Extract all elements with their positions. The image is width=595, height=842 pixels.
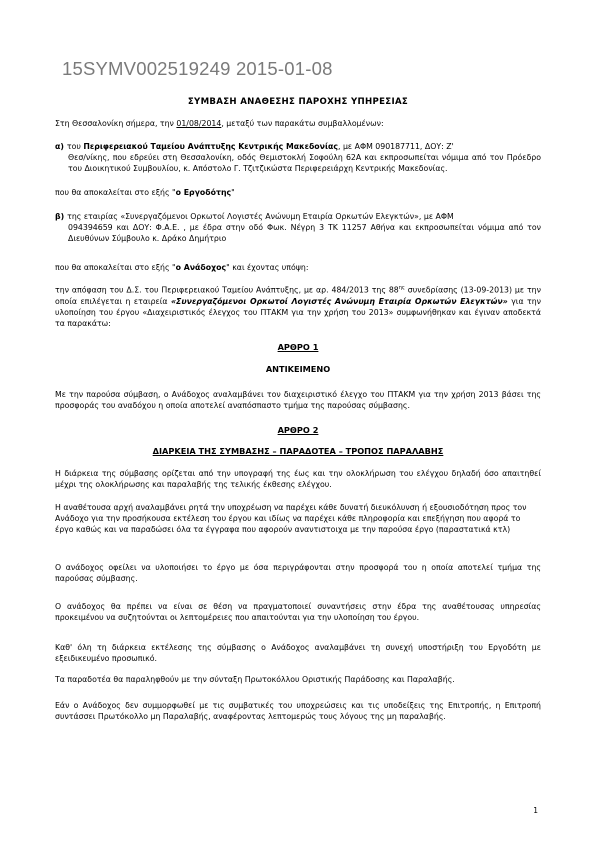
- party-a-pre: του: [66, 142, 84, 151]
- called-b-line: [55, 262, 541, 273]
- session-suffix: ης: [398, 285, 405, 291]
- party-b-line1: της εταιρίας «Συνεργαζόμενοι Ορκωτοί Λογιστές Ανώνυμη Εταιρία Ορκωτών Ελεγκτών», με ΑΦΜ: [67, 212, 454, 221]
- article-2-paragraph: Ο ανάδοχος θα πρέπει να είναι σε θέση να πραγματοποιεί συναντήσεις στην έδρα της αναθέτουσας υπηρεσίας προκειμένου να συζητούνται οι λεπτομέρειες που απαιτούνται για την υλοποίηση του έργου.: [55, 602, 541, 623]
- called-b-pre: που θα αποκαλείται στο εξής ": [55, 263, 176, 272]
- intro-line: [55, 118, 541, 129]
- contract-title: ΣΥΜΒΑΣΗ ΑΝΑΘΕΣΗΣ ΠΑΡΟΧΗΣ ΥΠΗΡΕΣΙΑΣ: [187, 97, 409, 107]
- contract-date: 01/08/2014: [176, 119, 222, 128]
- decision-part-3: για την υλοποίηση του έργου «Διαχειριστικός έλεγχος του ΠΤΑΚΜ για την χρήση του 2013» συμφωνήθηκαν και έγιναν αποδεκτά τα παρακάτω:: [55, 296, 542, 329]
- party-a: [55, 141, 541, 175]
- article-1-heading: ΑΝΤΙΚΕΙΜΕΝΟ: [265, 364, 331, 374]
- called-a-line: [55, 187, 541, 198]
- party-a-label: α): [55, 142, 64, 151]
- employer-term: ο Εργοδότης: [175, 188, 232, 197]
- party-b-label: β): [55, 212, 65, 221]
- article-2-paragraph: Ο ανάδοχος οφείλει να υλοποιήσει το έργο με όσα περιγράφονται στην προσφορά του η οποία αποτελεί τμήμα της παρούσας σύμβασης.: [55, 563, 541, 584]
- article-2-heading: ΔΙΑΡΚΕΙΑ ΤΗΣ ΣΥΜΒΑΣΗΣ – ΠΑΡΑΔΟΤΕΑ – ΤΡΟΠΟΣ ΠΑΡΑΛΑΒΗΣ: [152, 446, 444, 456]
- decision-part-2: συνεδρίασης (13-09-2013) με την οποία επιλέγεται η εταιρεία: [55, 285, 541, 306]
- party-a-name: Περιφερειακού Ταμείου Ανάπτυξης Κεντρικής Μακεδονίας: [83, 142, 338, 151]
- article-2-paragraph: Η αναθέτουσα αρχή αναλαμβάνει ρητά την υποχρέωση να παρέχει κάθε δυνατή διευκόλυνση ή εξουσιοδότηση προς τον Ανάδοχο για την προσήκουσα εκτέλεση του έργου και ιδίως να παρέχει κάθε πληροφορία και επεξήγηση που αφορά το έργο καθώς και να παραδώσει όλα τα έγγραφα που αφορούν αναντιστοιχα με την παρούσα έργο (παραστατικά κτλ): [55, 503, 527, 535]
- article-2-paragraph: Τα παραδοτέα θα παραληφθούν με την σύνταξη Πρωτοκόλλου Οριστικής Παράδοσης και Παραλαβής.: [55, 675, 455, 684]
- decision-paragraph: [55, 283, 541, 329]
- article-1-number: ΑΡΘΡΟ 1: [277, 342, 319, 352]
- party-a-post: , με ΑΦΜ 090187711, ΔΟΥ: Ζ': [338, 142, 454, 151]
- called-a-post: ": [231, 188, 235, 197]
- called-b-post: " και έχοντας υπόψη:: [226, 263, 309, 272]
- page-number: 1: [533, 806, 538, 815]
- document-id-header: 15SYMV002519249 2015-01-08: [62, 58, 333, 79]
- article-2-number: ΑΡΘΡΟ 2: [277, 425, 319, 435]
- decision-part-1: την απόφαση του Δ.Σ. του Περιφερειακού Ταμείου Ανάπτυξης, με αρ. 484/2013 της 88: [55, 285, 399, 295]
- party-b-details: 094394659 και ΔΟΥ: Φ.Α.Ε. , με έδρα στην οδό Φωκ. Νέγρη 3 ΤΚ 11257 Αθήνα και εκπροσωπείται νόμιμα από τον Διευθύνων Σύμβουλο κ. Δράκο Δημήτριο: [68, 223, 541, 244]
- called-a-pre: που θα αποκαλείται στο εξής ": [55, 188, 176, 197]
- article-2-paragraph: Εάν ο Ανάδοχος δεν συμμορφωθεί με τις συμβατικές του υποχρεώσεις και τις υποδείξεις της Επιτροπής, η Επιτροπή συντάσσει Πρωτόκολλο μη Παραλαβής, αναφέροντας λεπτομερώς τους λόγους της μη παραλαβής.: [55, 701, 541, 722]
- party-a-details: Θεσ/νίκης, που εδρεύει στη Θεσσαλονίκη, οδός Θεμιστοκλή Σοφούλη 62Α και εκπροσωπείται νόμιμα από τον Πρόεδρο του Διοικητικού Συμβουλίου, κ. Απόστολο Γ. Τζιτζικώστα Περιφερειάρχη Κεντρικής Μακεδονίας.: [68, 153, 541, 174]
- intro-after: , μεταξύ των παρακάτω συμβαλλομένων:: [221, 119, 384, 128]
- intro-before: Στη Θεσσαλονίκη σήμερα, την: [55, 119, 177, 128]
- contractor-term: ο Ανάδοχος: [175, 263, 227, 272]
- article-2-paragraph: Καθ' όλη τη διάρκεια εκτέλεσης της σύμβασης ο Ανάδοχος αναλαμβάνει τη συνεχή υποστήριξη του Εργοδότη με εξειδικευμένο προσωπικό.: [55, 643, 541, 664]
- article-1-text: Με την παρούσα σύμβαση, ο Ανάδοχος αναλαμβάνει τον διαχειριστικό έλεγχο του ΠΤΑΚΜ για την χρήση 2013 βάσει της προσφοράς του αναδόχου η οποία αποτελεί αναπόσπαστο τμήμα της παρούσας σύμβασης.: [55, 390, 541, 411]
- party-b: [55, 211, 541, 245]
- article-2-paragraph: Η διάρκεια της σύμβασης ορίζεται από την υπογραφή της έως και την ολοκλήρωση του ελέγχου δηλαδή όσο απαιτηθεί μέχρι της ολοκλήρωσης και παραλαβής της τελικής έκθεσης ελέγχου.: [55, 469, 541, 490]
- decision-company: «Συνεργαζόμενοι Ορκωτοί Λογιστές Ανώνυμη Εταιρία Ορκωτών Ελεγκτών»: [170, 296, 508, 306]
